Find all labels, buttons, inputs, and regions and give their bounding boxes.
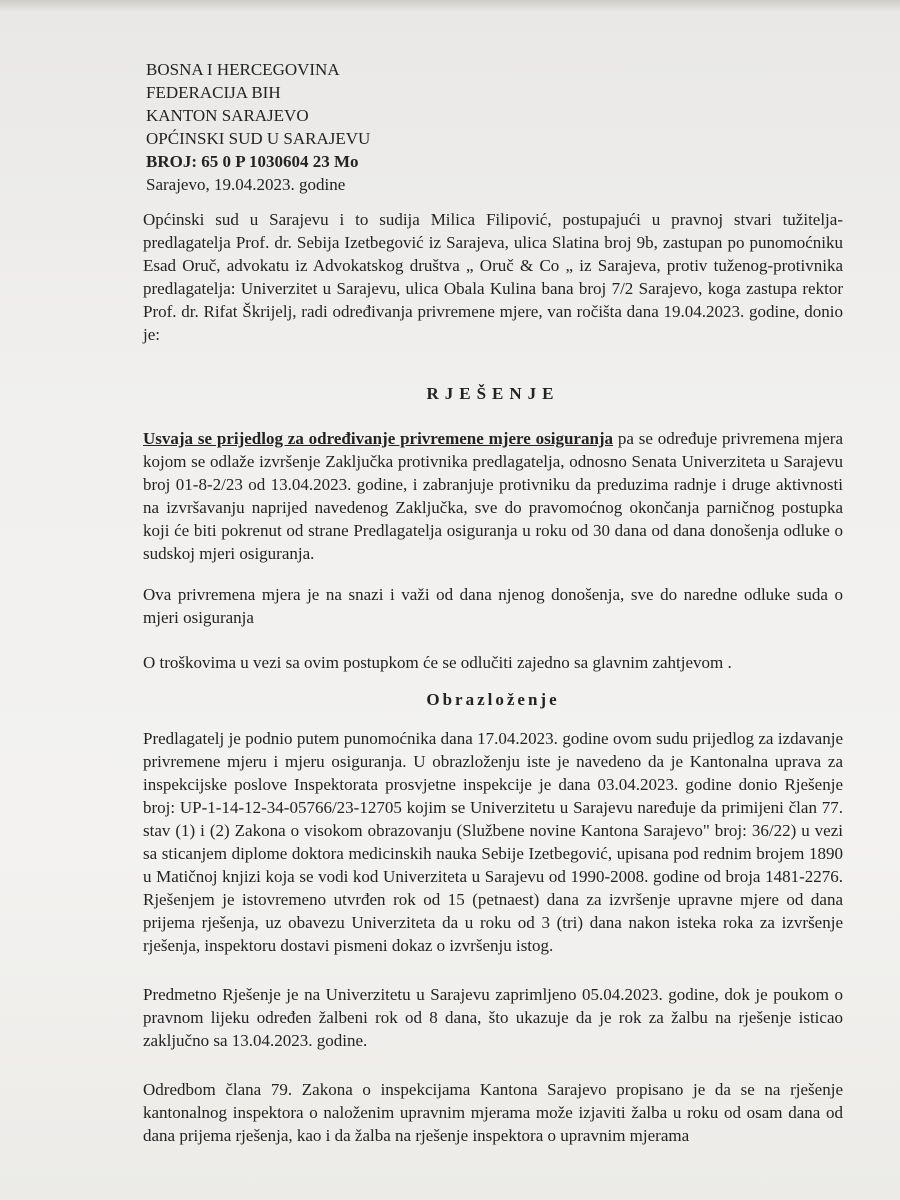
validity-paragraph: Ova privremena mjera je na snazi i važi od dana njenog donošenja, sve do naredne odluke suda o mjeri osiguranja — [143, 585, 843, 627]
header-court: OPĆINSKI SUD U SARAJEVU — [146, 129, 371, 148]
decision-heading: RJEŠENJE — [426, 384, 560, 403]
decision-paragraph — [143, 427, 843, 565]
decision-text: pa se određuje privremena mjera kojom se odlaže izvršenje Zaključka protivnika predlagatelja, odnosno Senata Univerziteta u Sarajevu broj 01-8-2/23 od 13.04.2023. godine, i zabranjuje protivniku da preduzima radnje i druge aktivnosti na izvršavanju naprijed navedenog Zaključka, sve do pravomoćnog okončanja parničnog postupka koji će biti pokrenut od strane Predlagatelja osiguranja u roku od 30 dana od dana donošenja odluke o sudskoj mjeri osiguranja. — [143, 429, 843, 563]
reasoning-paragraph-1: Predlagatelj je podnio putem punomoćnika dana 17.04.2023. godine ovom sudu prijedlog za izdavanje privremene mjeru i mjeru osiguranja. U obrazloženju iste je navedeno da je Kantonalna uprava za inspekcijske poslove Inspektorata prosvjetne inspekcije je dana 03.04.2023. godine donio Rješenje broj: UP-1-14-12-34-05766/23-12705 kojim se Univerzitetu u Sarajevu naređuje da primijeni član 77. stav (1) i (2) Zakona o visokom obrazovanju (Službene novine Kantona Sarajevo" broj: 36/22) u vezi sa sticanjem diplome doktora medicinskih nauka Sebije Izetbegović, upisana pod rednim brojem 1890 u Matičnoj knjizi koja se vodi kod Univerziteta u Sarajevu od 1990-2008. godine od broja 1481-2276. Rješenjem je istovremeno utvrđen rok od 15 (petnaest) dana za izvršenje upravne mjere od dana prijema rješenja, uz obavezu Univerziteta da u roku od 3 (tri) dana nakon isteka roka za izvršenje rješenja, inspektoru dostavi pismeni dokaz o izvršenju istog. — [143, 729, 843, 955]
document-body — [143, 208, 843, 1147]
decision-lead: Usvaja se prijedlog za određivanje privremene mjere osiguranja — [143, 429, 614, 448]
costs-paragraph: O troškovima u vezi sa ovim postupkom će se odlučiti zajedno sa glavnim zahtjevom . — [143, 653, 732, 672]
court-header — [146, 58, 370, 196]
document-date: Sarajevo, 19.04.2023. godine — [146, 175, 346, 194]
header-federation: FEDERACIJA BIH — [146, 83, 281, 102]
header-canton: KANTON SARAJEVO — [146, 106, 309, 125]
reasoning-paragraph-2: Predmetno Rješenje je na Univerzitetu u Sarajevu zaprimljeno 05.04.2023. godine, dok je poukom o pravnom lijeku određen žalbeni rok od 8 dana, što ukazuje da je rok za žalbu na rješenje isticao zaključno sa 13.04.2023. godine. — [143, 985, 843, 1050]
page-edge-shadow — [0, 0, 900, 12]
intro-paragraph: Općinski sud u Sarajevu i to sudija Milica Filipović, postupajući u pravnoj stvari tužitelja-predlagatelja Prof. dr. Sebija Izetbegović iz Sarajeva, ulica Slatina broj 9b, zastupan po punomoćniku Esad Oruč, advokatu iz Advokatskog društva „ Oruč & Co „ iz Sarajeva, protiv tuženog-protivnika predlagatelja: Univerzitet u Sarajevu, ulica Obala Kulina bana broj 7/2 Sarajevo, koga zastupa rektor Prof. dr. Rifat Škrijelj, radi određivanja privremene mjere, van ročišta dana 19.04.2023. godine, donio je: — [143, 210, 843, 344]
reasoning-heading: Obrazloženje — [426, 690, 560, 709]
case-number: BROJ: 65 0 P 1030604 23 Mo — [146, 152, 359, 171]
reasoning-paragraph-3: Odredbom člana 79. Zakona o inspekcijama Kantona Sarajevo propisano je da se na rješenje kantonalnog inspektora o naloženim upravnim mjerama može izjaviti žalba u roku od osam dana od dana prijema rješenja, kao i da žalba na rješenje inspektora o upravnim mjerama — [143, 1080, 843, 1145]
header-country: BOSNA I HERCEGOVINA — [146, 60, 340, 79]
